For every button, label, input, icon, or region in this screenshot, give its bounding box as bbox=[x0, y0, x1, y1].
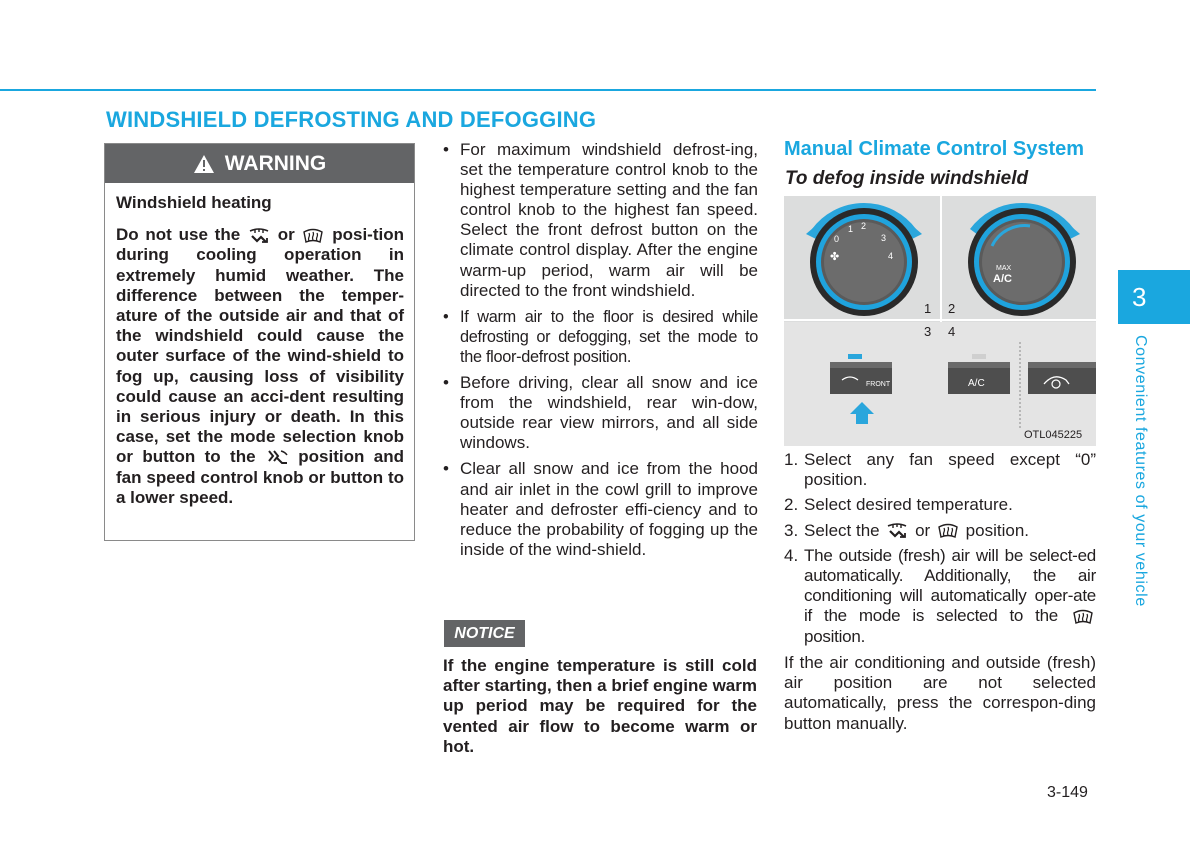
knob-ac-label: A/C bbox=[993, 273, 1012, 285]
step-text-part: or bbox=[915, 520, 931, 540]
warning-text-part: Do not use the bbox=[116, 225, 241, 245]
recirculation-button bbox=[1028, 362, 1096, 394]
step-text-part: Select the bbox=[804, 520, 880, 540]
warning-box bbox=[104, 143, 415, 541]
knob-tick: 0 bbox=[834, 234, 840, 244]
list-item bbox=[784, 495, 1096, 515]
list-item: • Before driving, clear all snow and ice from the windshield, rear win-dow, outside rear view mirrors, and all side windows. bbox=[442, 373, 758, 453]
step-number: 3. bbox=[784, 520, 799, 540]
step-text: Select desired temperature. bbox=[804, 495, 1013, 515]
warning-label: WARNING bbox=[224, 151, 327, 175]
middle-column bbox=[442, 140, 758, 566]
list-item: • If warm air to the floor is desired while defrosting or defogging, set the mode to the floor-defrost position. bbox=[442, 307, 758, 367]
climate-control-illustration bbox=[784, 196, 1096, 446]
warning-text-part: posi-tion during cooling operation in extremely humid weather. The difference between the temper-ature of the outside air and that of the windshield could cause the outer surface of the wind-shield to fog up, causing loss of visibility could cause an acci-dent resulting in serious injury or death. In this case, set the mode selection knob or button to the bbox=[116, 225, 404, 467]
step-text-part: position. bbox=[804, 626, 866, 646]
chapter-label: Convenient features of your vehicle bbox=[1132, 335, 1149, 607]
warning-subtitle: Windshield heating bbox=[116, 193, 272, 212]
step-number: 1. bbox=[784, 450, 799, 469]
panel-number: 3 bbox=[924, 324, 932, 339]
fan-icon: ✤ bbox=[830, 250, 840, 263]
page-number: 3-149 bbox=[1047, 784, 1088, 801]
temperature-knob bbox=[968, 208, 1080, 316]
warning-text bbox=[116, 225, 404, 508]
top-rule bbox=[0, 89, 1096, 91]
step-text-part: position. bbox=[965, 520, 1029, 540]
step-number: 2. bbox=[784, 495, 799, 515]
floor-defrost-icon bbox=[247, 227, 271, 245]
knob-tick: 3 bbox=[881, 233, 887, 243]
step-text: Select any fan speed except “0” position. bbox=[804, 450, 1096, 490]
knob-tick: 1 bbox=[848, 224, 854, 234]
front-button-label: FRONT bbox=[866, 381, 891, 388]
section-heading: Manual Climate Control System bbox=[784, 138, 1085, 160]
list-item bbox=[784, 546, 1096, 647]
defrost-icon bbox=[1070, 608, 1096, 626]
step-number: 4. bbox=[784, 545, 799, 565]
list-item: • For maximum windshield defrost-ing, set the temperature control knob to the highest temperature setting and the fan control knob to the highest fan speed. Select the front defrost button on the climate control display. After the engine warm-up period, warm air will be directed to the front windshield. bbox=[442, 140, 758, 301]
warning-triangle-icon bbox=[193, 154, 215, 174]
figure-code: OTL045225 bbox=[1024, 429, 1083, 441]
chapter-tab: 3 bbox=[1118, 270, 1190, 324]
knob-max-label: MAX bbox=[996, 265, 1012, 272]
floor-defrost-icon bbox=[884, 522, 910, 540]
notice-badge: NOTICE bbox=[444, 620, 525, 647]
warning-text-part: position and fan speed control knob or button to a lower speed. bbox=[116, 447, 404, 507]
knob-tick: 4 bbox=[888, 251, 894, 261]
warning-text-part: or bbox=[277, 225, 295, 245]
panel-number: 2 bbox=[948, 301, 956, 316]
defrost-icon bbox=[935, 522, 961, 540]
section-subheading: To defog inside windshield bbox=[785, 168, 1029, 189]
defrost-icon bbox=[301, 227, 325, 245]
page-title: WINDSHIELD DEFROSTING AND DEFOGGING bbox=[106, 107, 597, 132]
list-item bbox=[784, 521, 1096, 541]
steps-list bbox=[784, 450, 1096, 652]
ac-button-label: A/C bbox=[968, 378, 985, 389]
fan-speed-knob bbox=[806, 208, 922, 316]
step-text bbox=[804, 546, 1096, 647]
step-text bbox=[804, 521, 1096, 541]
defrost-front-icon bbox=[265, 449, 289, 467]
panel-number: 4 bbox=[948, 324, 956, 339]
notice-text: If the engine temperature is still cold after starting, then a brief engine warm up period may be required for the vented air flow to become warm or hot. bbox=[443, 656, 757, 756]
warning-header bbox=[105, 144, 414, 183]
list-item: • Clear all snow and ice from the hood and air inlet in the cowl grill to improve heater and defroster effi-ciency and to reduce the probability of fogging up the inside of the wind-shield. bbox=[442, 459, 758, 559]
right-paragraph: If the air conditioning and outside (fresh) air position are not selected automatically, press the correspon-ding button manually. bbox=[784, 653, 1096, 733]
knob-tick: 2 bbox=[861, 221, 867, 231]
climate-control-figure bbox=[784, 196, 1096, 446]
step-text-part: The outside (fresh) air will be select-ed automatically. Additionally, the air conditioning will automatically oper-ate if the mode is selected to the bbox=[804, 545, 1096, 626]
list-item bbox=[784, 450, 1096, 490]
panel-number: 1 bbox=[924, 301, 932, 316]
